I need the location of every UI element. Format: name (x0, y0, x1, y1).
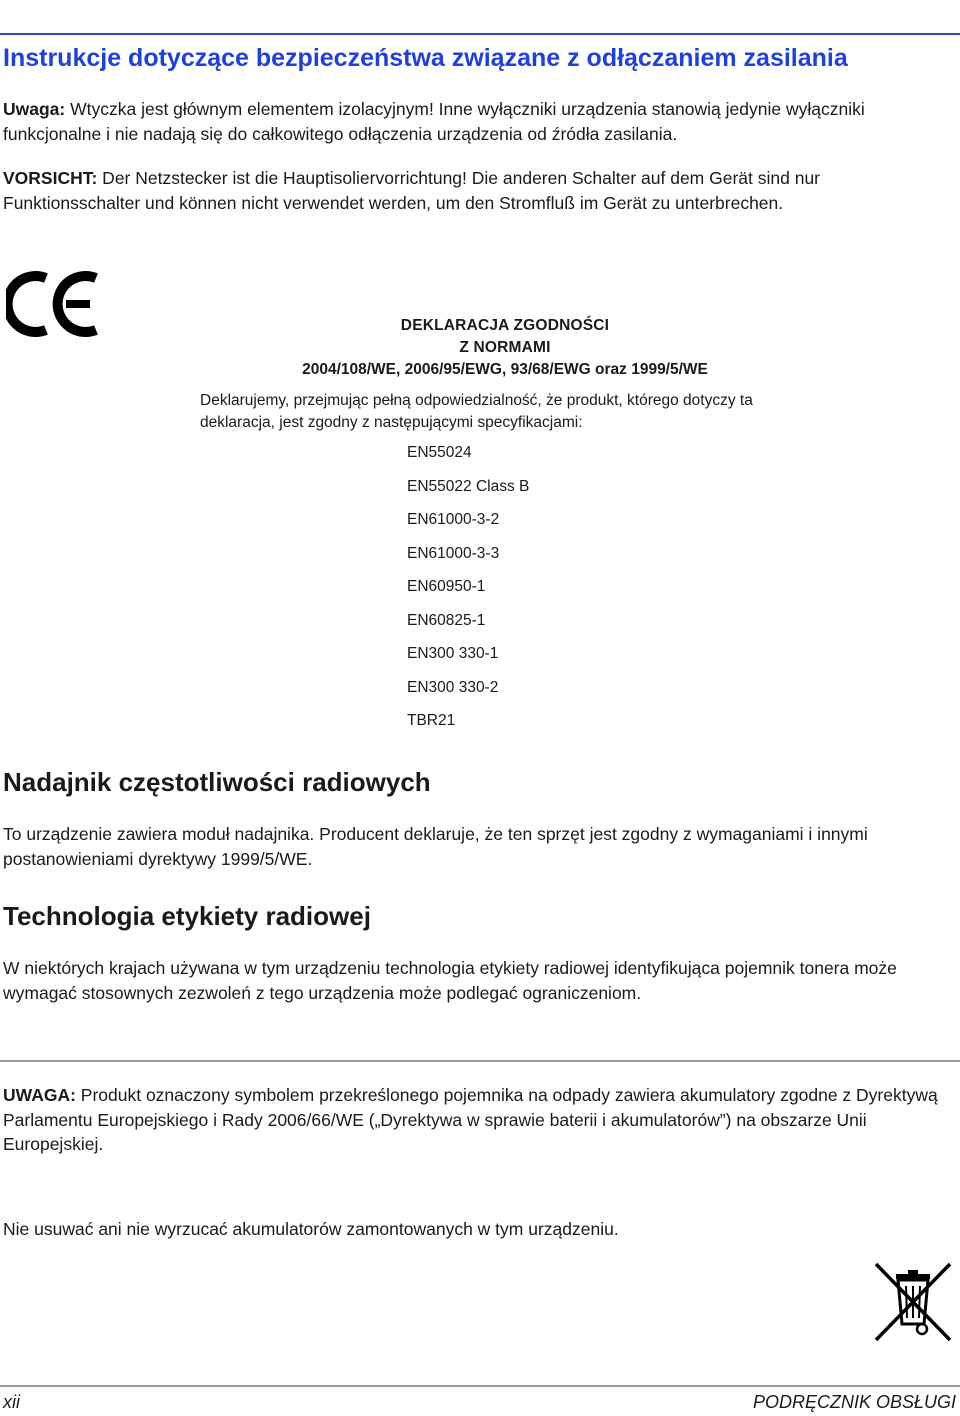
standard-item: EN300 330-1 (407, 645, 499, 662)
standard-item: EN60950-1 (407, 578, 486, 595)
crossed-out-wheelie-bin-icon (872, 1260, 954, 1344)
note-text-de: Der Netzstecker ist die Hauptisoliervorrichtung! Die anderen Schalter auf dem Gerät sind nur Funktionsschalter und können nicht verwendet werden, um den Stromfluß im Gerät zu unterbrechen. (3, 168, 821, 213)
battery-note (3, 1083, 958, 1157)
standard-item: EN300 330-2 (407, 679, 499, 696)
declaration-title: DEKLARACJA ZGODNOŚCI (400, 317, 610, 334)
rfid-heading: Technologia etykiety radiowej (3, 901, 371, 931)
note-label-pl: Uwaga: (3, 99, 66, 119)
battery-label: UWAGA: (3, 1085, 76, 1105)
footer-rule (0, 1385, 960, 1387)
declaration-body: Deklarujemy, przejmując pełną odpowiedzialność, że produkt, którego dotyczy ta deklaracja, jest zgodny z następującymi specyfikacjami: (200, 392, 753, 431)
safety-note-de (3, 166, 958, 215)
standard-item: EN60825-1 (407, 612, 486, 629)
ce-mark-icon (6, 270, 98, 338)
rfid-text: W niektórych krajach używana w tym urządzeniu technologia etykiety radiowej identyfikująca pojemnik tonera może wymagać stosownych zezwoleń z tego urządzenia może podlegać ograniczeniom. (3, 958, 897, 1003)
battery-disposal-note: Nie usuwać ani nie wyrzucać akumulatorów zamontowanych w tym urządzeniu. (3, 1219, 619, 1239)
standard-item: TBR21 (407, 712, 456, 729)
safety-heading: Instrukcje dotyczące bezpieczeństwa związane z odłączaniem zasilania (3, 44, 848, 72)
note-label-de: VORSICHT: (3, 168, 98, 188)
top-rule (0, 33, 960, 35)
standard-item: EN61000-3-3 (407, 545, 500, 562)
declaration-title-line2: Z NORMAMI (459, 339, 551, 356)
section-divider (0, 1060, 960, 1062)
footer-page-number: xii (3, 1392, 20, 1412)
battery-text: Produkt oznaczony symbolem przekreślonego pojemnika na odpady zawiera akumulatory zgodne z Dyrektywą Parlamentu Europejskiego i Rady 2006/66/WE („Dyrektywa w sprawie baterii i akumulatorów”) na obszarze Unii Europejskiej. (3, 1085, 938, 1154)
standard-item: EN55022 Class B (407, 478, 530, 495)
radio-text: To urządzenie zawiera moduł nadajnika. Producent deklaruje, że ten sprzęt jest zgodny z wymaganiami i innymi postanowieniami dyrektywy 1999/5/WE. (3, 824, 868, 869)
declaration-directives: 2004/108/WE, 2006/95/EWG, 93/68/EWG oraz 1999/5/WE (302, 361, 708, 378)
radio-heading: Nadajnik częstotliwości radiowych (3, 767, 431, 797)
standard-item: EN55024 (407, 444, 472, 461)
note-text-pl: Wtyczka jest głównym elementem izolacyjnym! Inne wyłączniki urządzenia stanowią jedynie wyłączniki funkcjonalne i nie nadają się do całkowitego odłączenia urządzenia od źródła zasilania. (3, 99, 865, 144)
footer-title: PODRĘCZNIK OBSŁUGI (752, 1392, 956, 1412)
standard-item: EN61000-3-2 (407, 511, 500, 528)
safety-note-pl (3, 97, 958, 146)
